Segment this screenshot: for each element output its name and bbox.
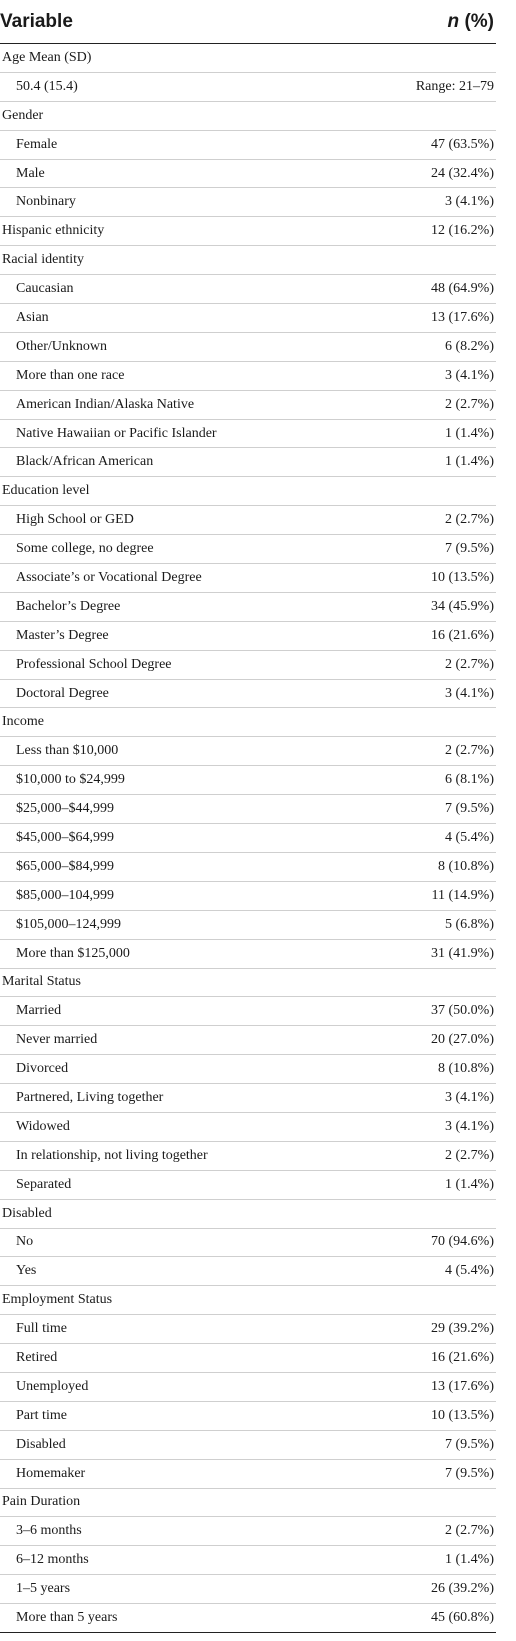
table-row	[0, 1575, 496, 1604]
row-value: 2 (2.7%)	[362, 506, 496, 535]
row-label: Disabled	[0, 1430, 362, 1459]
row-label: Bachelor’s Degree	[0, 592, 362, 621]
row-label: Married	[0, 997, 362, 1026]
row-label: Master’s Degree	[0, 621, 362, 650]
table-row	[0, 304, 496, 333]
row-label: Male	[0, 159, 362, 188]
table-row	[0, 824, 496, 853]
category-label: Pain Duration	[0, 1488, 362, 1517]
row-value: 8 (10.8%)	[362, 1055, 496, 1084]
table-row	[0, 1604, 496, 1633]
row-value: 1 (1.4%)	[362, 1546, 496, 1575]
row-label: Divorced	[0, 1055, 362, 1084]
category-label: Education level	[0, 477, 362, 506]
row-label: $105,000–124,999	[0, 910, 362, 939]
table-row	[0, 1430, 496, 1459]
category-row	[0, 217, 496, 246]
category-row	[0, 44, 496, 73]
row-label: Widowed	[0, 1112, 362, 1141]
row-value: 2 (2.7%)	[362, 737, 496, 766]
row-value	[362, 44, 496, 73]
table-row	[0, 1401, 496, 1430]
row-value: 7 (9.5%)	[362, 535, 496, 564]
row-label: High School or GED	[0, 506, 362, 535]
row-label: Partnered, Living together	[0, 1084, 362, 1113]
row-value: 3 (4.1%)	[362, 679, 496, 708]
row-label: Unemployed	[0, 1372, 362, 1401]
row-label: Professional School Degree	[0, 650, 362, 679]
category-label: Racial identity	[0, 246, 362, 275]
row-value: 2 (2.7%)	[362, 1517, 496, 1546]
row-value: 7 (9.5%)	[362, 795, 496, 824]
category-label: Disabled	[0, 1199, 362, 1228]
row-value: 70 (94.6%)	[362, 1228, 496, 1257]
row-label: No	[0, 1228, 362, 1257]
row-label: Full time	[0, 1315, 362, 1344]
table-row	[0, 130, 496, 159]
row-label: Female	[0, 130, 362, 159]
row-value: 3 (4.1%)	[362, 188, 496, 217]
row-label: More than one race	[0, 361, 362, 390]
row-label: Retired	[0, 1344, 362, 1373]
percent-header-symbol: (%)	[464, 10, 494, 32]
table-row	[0, 939, 496, 968]
row-value: 31 (41.9%)	[362, 939, 496, 968]
table-row	[0, 650, 496, 679]
row-value: 45 (60.8%)	[362, 1604, 496, 1633]
row-value: 1 (1.4%)	[362, 1170, 496, 1199]
row-label: Never married	[0, 1026, 362, 1055]
row-label: 50.4 (15.4)	[0, 72, 362, 101]
table-row	[0, 419, 496, 448]
table-row	[0, 1228, 496, 1257]
table-row	[0, 448, 496, 477]
table-row	[0, 621, 496, 650]
row-value: 4 (5.4%)	[362, 824, 496, 853]
category-row	[0, 101, 496, 130]
row-value: 48 (64.9%)	[362, 275, 496, 304]
table-row	[0, 1315, 496, 1344]
category-label: Hispanic ethnicity	[0, 217, 362, 246]
header-row	[0, 0, 496, 44]
table-row	[0, 72, 496, 101]
row-value	[362, 1199, 496, 1228]
table-row	[0, 852, 496, 881]
row-label: 3–6 months	[0, 1517, 362, 1546]
table-row	[0, 1517, 496, 1546]
n-percent-header	[362, 0, 496, 44]
row-value: Range: 21–79	[362, 72, 496, 101]
category-row	[0, 246, 496, 275]
row-value: 24 (32.4%)	[362, 159, 496, 188]
row-label: $25,000–$44,999	[0, 795, 362, 824]
table-row	[0, 1055, 496, 1084]
row-label: 1–5 years	[0, 1575, 362, 1604]
table-row	[0, 592, 496, 621]
table-row	[0, 910, 496, 939]
row-value: 26 (39.2%)	[362, 1575, 496, 1604]
row-label: Some college, no degree	[0, 535, 362, 564]
table-row	[0, 1459, 496, 1488]
table-row	[0, 332, 496, 361]
table-row	[0, 535, 496, 564]
row-value: 5 (6.8%)	[362, 910, 496, 939]
row-value: 2 (2.7%)	[362, 650, 496, 679]
row-label: Asian	[0, 304, 362, 333]
category-label: Age Mean (SD)	[0, 44, 362, 73]
row-value	[362, 968, 496, 997]
table-row	[0, 1112, 496, 1141]
category-label: Gender	[0, 101, 362, 130]
table-row	[0, 1372, 496, 1401]
table-header	[0, 0, 496, 44]
category-label: Income	[0, 708, 362, 737]
row-label: Yes	[0, 1257, 362, 1286]
row-label: $85,000–104,999	[0, 881, 362, 910]
category-row	[0, 1488, 496, 1517]
row-label: American Indian/Alaska Native	[0, 390, 362, 419]
row-value	[362, 708, 496, 737]
row-label: $65,000–$84,999	[0, 852, 362, 881]
row-value: 6 (8.2%)	[362, 332, 496, 361]
table-row	[0, 795, 496, 824]
row-label: Less than $10,000	[0, 737, 362, 766]
row-value: 13 (17.6%)	[362, 1372, 496, 1401]
table-row	[0, 275, 496, 304]
row-value: 2 (2.7%)	[362, 1141, 496, 1170]
row-value: 11 (14.9%)	[362, 881, 496, 910]
row-label: In relationship, not living together	[0, 1141, 362, 1170]
row-label: Other/Unknown	[0, 332, 362, 361]
row-label: Associate’s or Vocational Degree	[0, 564, 362, 593]
row-value: 1 (1.4%)	[362, 419, 496, 448]
row-value: 1 (1.4%)	[362, 448, 496, 477]
category-row	[0, 477, 496, 506]
table-row	[0, 766, 496, 795]
n-header-symbol: n	[447, 10, 460, 32]
table-body	[0, 44, 496, 1633]
row-value: 7 (9.5%)	[362, 1459, 496, 1488]
table-row	[0, 1344, 496, 1373]
table-row	[0, 506, 496, 535]
row-value: 10 (13.5%)	[362, 1401, 496, 1430]
row-value: 13 (17.6%)	[362, 304, 496, 333]
row-value: 6 (8.1%)	[362, 766, 496, 795]
row-value	[362, 101, 496, 130]
row-label: Native Hawaiian or Pacific Islander	[0, 419, 362, 448]
category-row	[0, 1199, 496, 1228]
row-value: 16 (21.6%)	[362, 621, 496, 650]
row-value: 12 (16.2%)	[362, 217, 496, 246]
row-label: Nonbinary	[0, 188, 362, 217]
row-value: 8 (10.8%)	[362, 852, 496, 881]
row-label: $45,000–$64,999	[0, 824, 362, 853]
row-label: Black/African American	[0, 448, 362, 477]
table-row	[0, 679, 496, 708]
row-label: $10,000 to $24,999	[0, 766, 362, 795]
row-value	[362, 477, 496, 506]
row-value: 4 (5.4%)	[362, 1257, 496, 1286]
row-value: 3 (4.1%)	[362, 1112, 496, 1141]
table-row	[0, 737, 496, 766]
table-row	[0, 1546, 496, 1575]
category-label: Employment Status	[0, 1286, 362, 1315]
row-label: Caucasian	[0, 275, 362, 304]
row-label: Doctoral Degree	[0, 679, 362, 708]
table-row	[0, 159, 496, 188]
row-value: 3 (4.1%)	[362, 361, 496, 390]
table-row	[0, 881, 496, 910]
category-row	[0, 708, 496, 737]
row-label: Part time	[0, 1401, 362, 1430]
table-row	[0, 564, 496, 593]
category-row	[0, 968, 496, 997]
table-row	[0, 1257, 496, 1286]
table-row	[0, 1026, 496, 1055]
table-row	[0, 188, 496, 217]
row-value	[362, 1488, 496, 1517]
row-value: 3 (4.1%)	[362, 1084, 496, 1113]
row-value: 29 (39.2%)	[362, 1315, 496, 1344]
row-value: 47 (63.5%)	[362, 130, 496, 159]
table-row	[0, 1141, 496, 1170]
category-label: Marital Status	[0, 968, 362, 997]
row-value: 2 (2.7%)	[362, 390, 496, 419]
row-label: Separated	[0, 1170, 362, 1199]
table-row	[0, 997, 496, 1026]
table-row	[0, 361, 496, 390]
row-label: 6–12 months	[0, 1546, 362, 1575]
row-label: More than $125,000	[0, 939, 362, 968]
row-value: 7 (9.5%)	[362, 1430, 496, 1459]
row-value: 20 (27.0%)	[362, 1026, 496, 1055]
row-value	[362, 1286, 496, 1315]
row-label: Homemaker	[0, 1459, 362, 1488]
row-value: 16 (21.6%)	[362, 1344, 496, 1373]
row-value: 34 (45.9%)	[362, 592, 496, 621]
table-row	[0, 390, 496, 419]
row-value	[362, 246, 496, 275]
row-label: More than 5 years	[0, 1604, 362, 1633]
row-value: 37 (50.0%)	[362, 997, 496, 1026]
table-row	[0, 1170, 496, 1199]
row-value: 10 (13.5%)	[362, 564, 496, 593]
variable-header: Variable	[0, 0, 362, 44]
category-row	[0, 1286, 496, 1315]
table-row	[0, 1084, 496, 1113]
